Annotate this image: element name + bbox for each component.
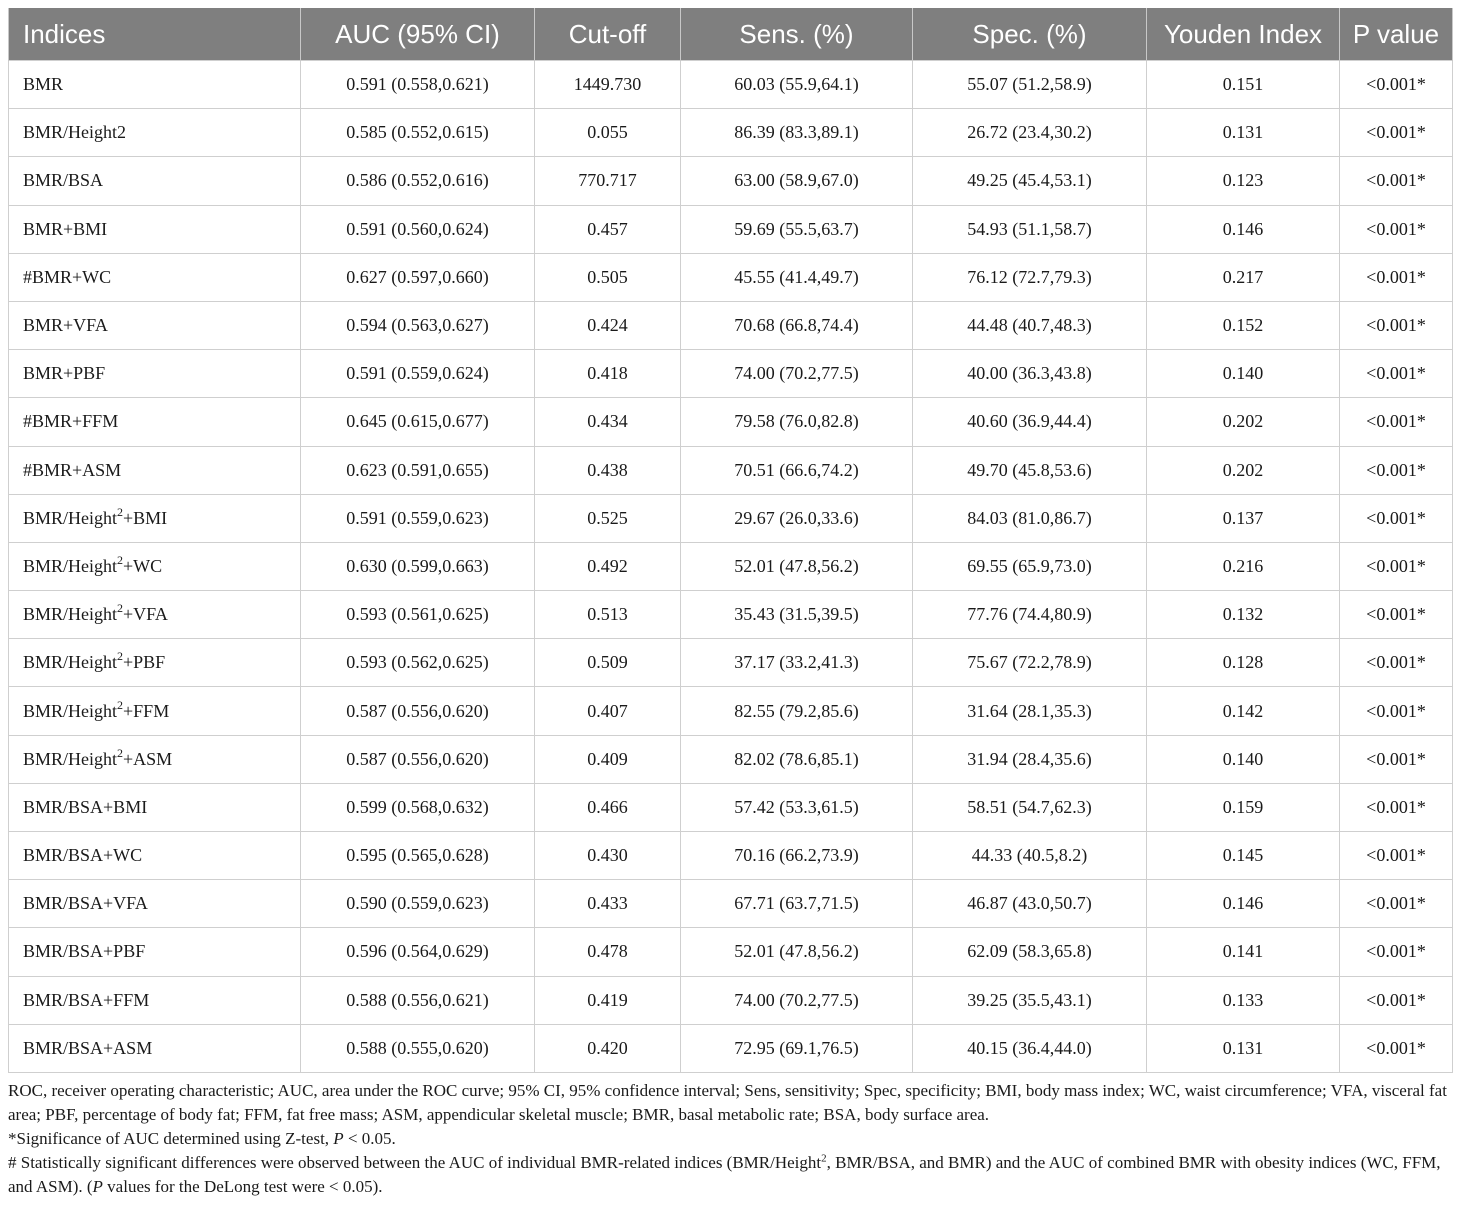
cell-auc: 0.645 (0.615,0.677) (301, 398, 535, 446)
cell-indices: BMR/BSA (9, 157, 301, 205)
cell-cutoff: 770.717 (535, 157, 681, 205)
cell-specificity: 40.00 (36.3,43.8) (913, 350, 1147, 398)
cell-p-value: <0.001* (1340, 109, 1453, 157)
cell-specificity: 77.76 (74.4,80.9) (913, 591, 1147, 639)
cell-p-value: <0.001* (1340, 880, 1453, 928)
cell-indices: #BMR+WC (9, 253, 301, 301)
cell-youden-index: 0.152 (1147, 301, 1340, 349)
cell-sensitivity: 74.00 (70.2,77.5) (681, 976, 913, 1024)
table-row (9, 591, 1453, 639)
cell-cutoff: 0.466 (535, 783, 681, 831)
cell-specificity: 44.48 (40.7,48.3) (913, 301, 1147, 349)
cell-sensitivity: 74.00 (70.2,77.5) (681, 350, 913, 398)
table-row (9, 880, 1453, 928)
cell-indices: BMR/Height$^2$+ASM (9, 735, 301, 783)
cell-p-value: <0.001* (1340, 591, 1453, 639)
cell-sensitivity: 52.01 (47.8,56.2) (681, 542, 913, 590)
cell-p-value: <0.001* (1340, 253, 1453, 301)
cell-indices: BMR/Height$^2$+PBF (9, 639, 301, 687)
table-row (9, 976, 1453, 1024)
cell-sensitivity: 35.43 (31.5,39.5) (681, 591, 913, 639)
cell-cutoff: 0.419 (535, 976, 681, 1024)
cell-p-value: <0.001* (1340, 542, 1453, 590)
cell-sensitivity: 29.67 (26.0,33.6) (681, 494, 913, 542)
cell-auc: 0.591 (0.559,0.623) (301, 494, 535, 542)
cell-cutoff: 1449.730 (535, 61, 681, 109)
cell-indices: BMR/BSA+ASM (9, 1024, 301, 1072)
table-row (9, 205, 1453, 253)
cell-specificity: 46.87 (43.0,50.7) (913, 880, 1147, 928)
cell-indices: BMR/Height2 (9, 109, 301, 157)
cell-sensitivity: 70.16 (66.2,73.9) (681, 832, 913, 880)
cell-indices: BMR/Height$^2$+BMI (9, 494, 301, 542)
cell-sensitivity: 82.55 (79.2,85.6) (681, 687, 913, 735)
cell-youden-index: 0.131 (1147, 1024, 1340, 1072)
cell-sensitivity: 72.95 (69.1,76.5) (681, 1024, 913, 1072)
table-row (9, 687, 1453, 735)
cell-specificity: 39.25 (35.5,43.1) (913, 976, 1147, 1024)
cell-p-value: <0.001* (1340, 928, 1453, 976)
cell-p-value: <0.001* (1340, 446, 1453, 494)
cell-sensitivity: 86.39 (83.3,89.1) (681, 109, 913, 157)
col-header-sens: Sens. (%) (681, 8, 913, 61)
cell-auc: 0.593 (0.562,0.625) (301, 639, 535, 687)
cell-indices: #BMR+ASM (9, 446, 301, 494)
table-body (9, 61, 1453, 1073)
cell-sensitivity: 45.55 (41.4,49.7) (681, 253, 913, 301)
cell-auc: 0.587 (0.556,0.620) (301, 735, 535, 783)
cell-auc: 0.590 (0.559,0.623) (301, 880, 535, 928)
table-footnotes (8, 1079, 1452, 1199)
cell-youden-index: 0.123 (1147, 157, 1340, 205)
cell-p-value: <0.001* (1340, 205, 1453, 253)
cell-cutoff: 0.478 (535, 928, 681, 976)
cell-youden-index: 0.133 (1147, 976, 1340, 1024)
cell-cutoff: 0.055 (535, 109, 681, 157)
cell-p-value: <0.001* (1340, 783, 1453, 831)
footnote-significance: *Significance of AUC determined using Z-test, P < 0.05. (8, 1128, 396, 1148)
cell-auc: 0.596 (0.564,0.629) (301, 928, 535, 976)
cell-youden-index: 0.145 (1147, 832, 1340, 880)
table-row (9, 61, 1453, 109)
cell-auc: 0.599 (0.568,0.632) (301, 783, 535, 831)
table-row (9, 398, 1453, 446)
cell-specificity: 69.55 (65.9,73.0) (913, 542, 1147, 590)
cell-p-value: <0.001* (1340, 976, 1453, 1024)
cell-youden-index: 0.217 (1147, 253, 1340, 301)
col-header-auc: AUC (95% CI) (301, 8, 535, 61)
cell-youden-index: 0.146 (1147, 205, 1340, 253)
cell-specificity: 54.93 (51.1,58.7) (913, 205, 1147, 253)
cell-specificity: 40.60 (36.9,44.4) (913, 398, 1147, 446)
col-header-youden: Youden Index (1147, 8, 1340, 61)
cell-auc: 0.595 (0.565,0.628) (301, 832, 535, 880)
cell-indices: BMR+PBF (9, 350, 301, 398)
cell-cutoff: 0.438 (535, 446, 681, 494)
cell-specificity: 49.25 (45.4,53.1) (913, 157, 1147, 205)
cell-specificity: 84.03 (81.0,86.7) (913, 494, 1147, 542)
cell-p-value: <0.001* (1340, 350, 1453, 398)
cell-auc: 0.593 (0.561,0.625) (301, 591, 535, 639)
cell-cutoff: 0.492 (535, 542, 681, 590)
cell-auc: 0.586 (0.552,0.616) (301, 157, 535, 205)
cell-cutoff: 0.457 (535, 205, 681, 253)
cell-youden-index: 0.216 (1147, 542, 1340, 590)
header-row (9, 8, 1453, 61)
table-page (8, 8, 1452, 1199)
cell-youden-index: 0.202 (1147, 398, 1340, 446)
cell-auc: 0.594 (0.563,0.627) (301, 301, 535, 349)
table-row (9, 301, 1453, 349)
cell-specificity: 62.09 (58.3,65.8) (913, 928, 1147, 976)
cell-cutoff: 0.430 (535, 832, 681, 880)
cell-specificity: 31.64 (28.1,35.3) (913, 687, 1147, 735)
cell-specificity: 44.33 (40.5,8.2) (913, 832, 1147, 880)
cell-indices: BMR/Height$^2$+WC (9, 542, 301, 590)
cell-specificity: 75.67 (72.2,78.9) (913, 639, 1147, 687)
table-row (9, 639, 1453, 687)
cell-specificity: 40.15 (36.4,44.0) (913, 1024, 1147, 1072)
cell-specificity: 58.51 (54.7,62.3) (913, 783, 1147, 831)
cell-auc: 0.588 (0.555,0.620) (301, 1024, 535, 1072)
cell-indices: BMR/Height$^2$+VFA (9, 591, 301, 639)
cell-youden-index: 0.151 (1147, 61, 1340, 109)
cell-sensitivity: 60.03 (55.9,64.1) (681, 61, 913, 109)
cell-cutoff: 0.433 (535, 880, 681, 928)
cell-specificity: 76.12 (72.7,79.3) (913, 253, 1147, 301)
cell-youden-index: 0.128 (1147, 639, 1340, 687)
cell-sensitivity: 63.00 (58.9,67.0) (681, 157, 913, 205)
table-row (9, 928, 1453, 976)
cell-indices: BMR+BMI (9, 205, 301, 253)
cell-indices: BMR/BSA+VFA (9, 880, 301, 928)
cell-auc: 0.591 (0.558,0.621) (301, 61, 535, 109)
cell-cutoff: 0.505 (535, 253, 681, 301)
table-row (9, 494, 1453, 542)
cell-youden-index: 0.131 (1147, 109, 1340, 157)
cell-sensitivity: 67.71 (63.7,71.5) (681, 880, 913, 928)
cell-cutoff: 0.424 (535, 301, 681, 349)
cell-indices: #BMR+FFM (9, 398, 301, 446)
table-row (9, 832, 1453, 880)
cell-youden-index: 0.202 (1147, 446, 1340, 494)
cell-sensitivity: 59.69 (55.5,63.7) (681, 205, 913, 253)
cell-sensitivity: 57.42 (53.3,61.5) (681, 783, 913, 831)
cell-indices: BMR/BSA+WC (9, 832, 301, 880)
cell-cutoff: 0.409 (535, 735, 681, 783)
cell-p-value: <0.001* (1340, 494, 1453, 542)
cell-auc: 0.627 (0.597,0.660) (301, 253, 535, 301)
cell-cutoff: 0.509 (535, 639, 681, 687)
cell-p-value: <0.001* (1340, 398, 1453, 446)
cell-youden-index: 0.146 (1147, 880, 1340, 928)
cell-youden-index: 0.140 (1147, 350, 1340, 398)
cell-p-value: <0.001* (1340, 735, 1453, 783)
cell-auc: 0.630 (0.599,0.663) (301, 542, 535, 590)
cell-cutoff: 0.407 (535, 687, 681, 735)
cell-indices: BMR/Height$^2$+FFM (9, 687, 301, 735)
footnote-abbreviations: ROC, receiver operating characteristic; AUC, area under the ROC curve; 95% CI, 95% confidence interval; Sens, sensitivity; Spec, specificity; BMI, body mass index; WC, waist circumference; VFA, visceral fat area; PBF, percentage of body fat; FFM, fat free mass; ASM, appendicular skeletal muscle; BMR, basal metabolic rate; BSA, body surface area. (8, 1080, 1447, 1124)
cell-sensitivity: 70.68 (66.8,74.4) (681, 301, 913, 349)
cell-specificity: 49.70 (45.8,53.6) (913, 446, 1147, 494)
cell-youden-index: 0.137 (1147, 494, 1340, 542)
cell-indices: BMR/BSA+PBF (9, 928, 301, 976)
footnote-delong: # Statistically significant differences were observed between the AUC of individual BMR-related indices (BMR/Height$^2$, BMR/BSA, and BMR) and the AUC of combined BMR with obesity indices (WC, FFM, and ASM). (P values for the DeLong test were < 0.05). (8, 1152, 1441, 1196)
cell-p-value: <0.001* (1340, 1024, 1453, 1072)
cell-youden-index: 0.159 (1147, 783, 1340, 831)
table-row (9, 157, 1453, 205)
col-header-spec: Spec. (%) (913, 8, 1147, 61)
cell-specificity: 55.07 (51.2,58.9) (913, 61, 1147, 109)
table-row (9, 783, 1453, 831)
cell-p-value: <0.001* (1340, 157, 1453, 205)
cell-sensitivity: 37.17 (33.2,41.3) (681, 639, 913, 687)
col-header-cutoff: Cut-off (535, 8, 681, 61)
cell-specificity: 31.94 (28.4,35.6) (913, 735, 1147, 783)
cell-p-value: <0.001* (1340, 301, 1453, 349)
cell-sensitivity: 70.51 (66.6,74.2) (681, 446, 913, 494)
col-header-indices: Indices (9, 8, 301, 61)
cell-indices: BMR/BSA+BMI (9, 783, 301, 831)
cell-sensitivity: 52.01 (47.8,56.2) (681, 928, 913, 976)
cell-specificity: 26.72 (23.4,30.2) (913, 109, 1147, 157)
cell-indices: BMR+VFA (9, 301, 301, 349)
cell-cutoff: 0.434 (535, 398, 681, 446)
cell-youden-index: 0.140 (1147, 735, 1340, 783)
cell-auc: 0.585 (0.552,0.615) (301, 109, 535, 157)
cell-auc: 0.591 (0.560,0.624) (301, 205, 535, 253)
cell-p-value: <0.001* (1340, 687, 1453, 735)
cell-p-value: <0.001* (1340, 61, 1453, 109)
cell-auc: 0.587 (0.556,0.620) (301, 687, 535, 735)
cell-cutoff: 0.418 (535, 350, 681, 398)
cell-auc: 0.623 (0.591,0.655) (301, 446, 535, 494)
cell-sensitivity: 82.02 (78.6,85.1) (681, 735, 913, 783)
cell-p-value: <0.001* (1340, 832, 1453, 880)
cell-auc: 0.588 (0.556,0.621) (301, 976, 535, 1024)
cell-p-value: <0.001* (1340, 639, 1453, 687)
cell-indices: BMR/BSA+FFM (9, 976, 301, 1024)
cell-youden-index: 0.141 (1147, 928, 1340, 976)
cell-cutoff: 0.420 (535, 1024, 681, 1072)
table-row (9, 109, 1453, 157)
table-row (9, 253, 1453, 301)
cell-indices: BMR (9, 61, 301, 109)
cell-sensitivity: 79.58 (76.0,82.8) (681, 398, 913, 446)
cell-youden-index: 0.132 (1147, 591, 1340, 639)
cell-cutoff: 0.525 (535, 494, 681, 542)
table-row (9, 1024, 1453, 1072)
table-row (9, 350, 1453, 398)
col-header-p-value: P value (1340, 8, 1453, 61)
table-row (9, 542, 1453, 590)
cell-cutoff: 0.513 (535, 591, 681, 639)
table-row (9, 446, 1453, 494)
table-row (9, 735, 1453, 783)
roc-table (8, 8, 1453, 1073)
cell-youden-index: 0.142 (1147, 687, 1340, 735)
cell-auc: 0.591 (0.559,0.624) (301, 350, 535, 398)
